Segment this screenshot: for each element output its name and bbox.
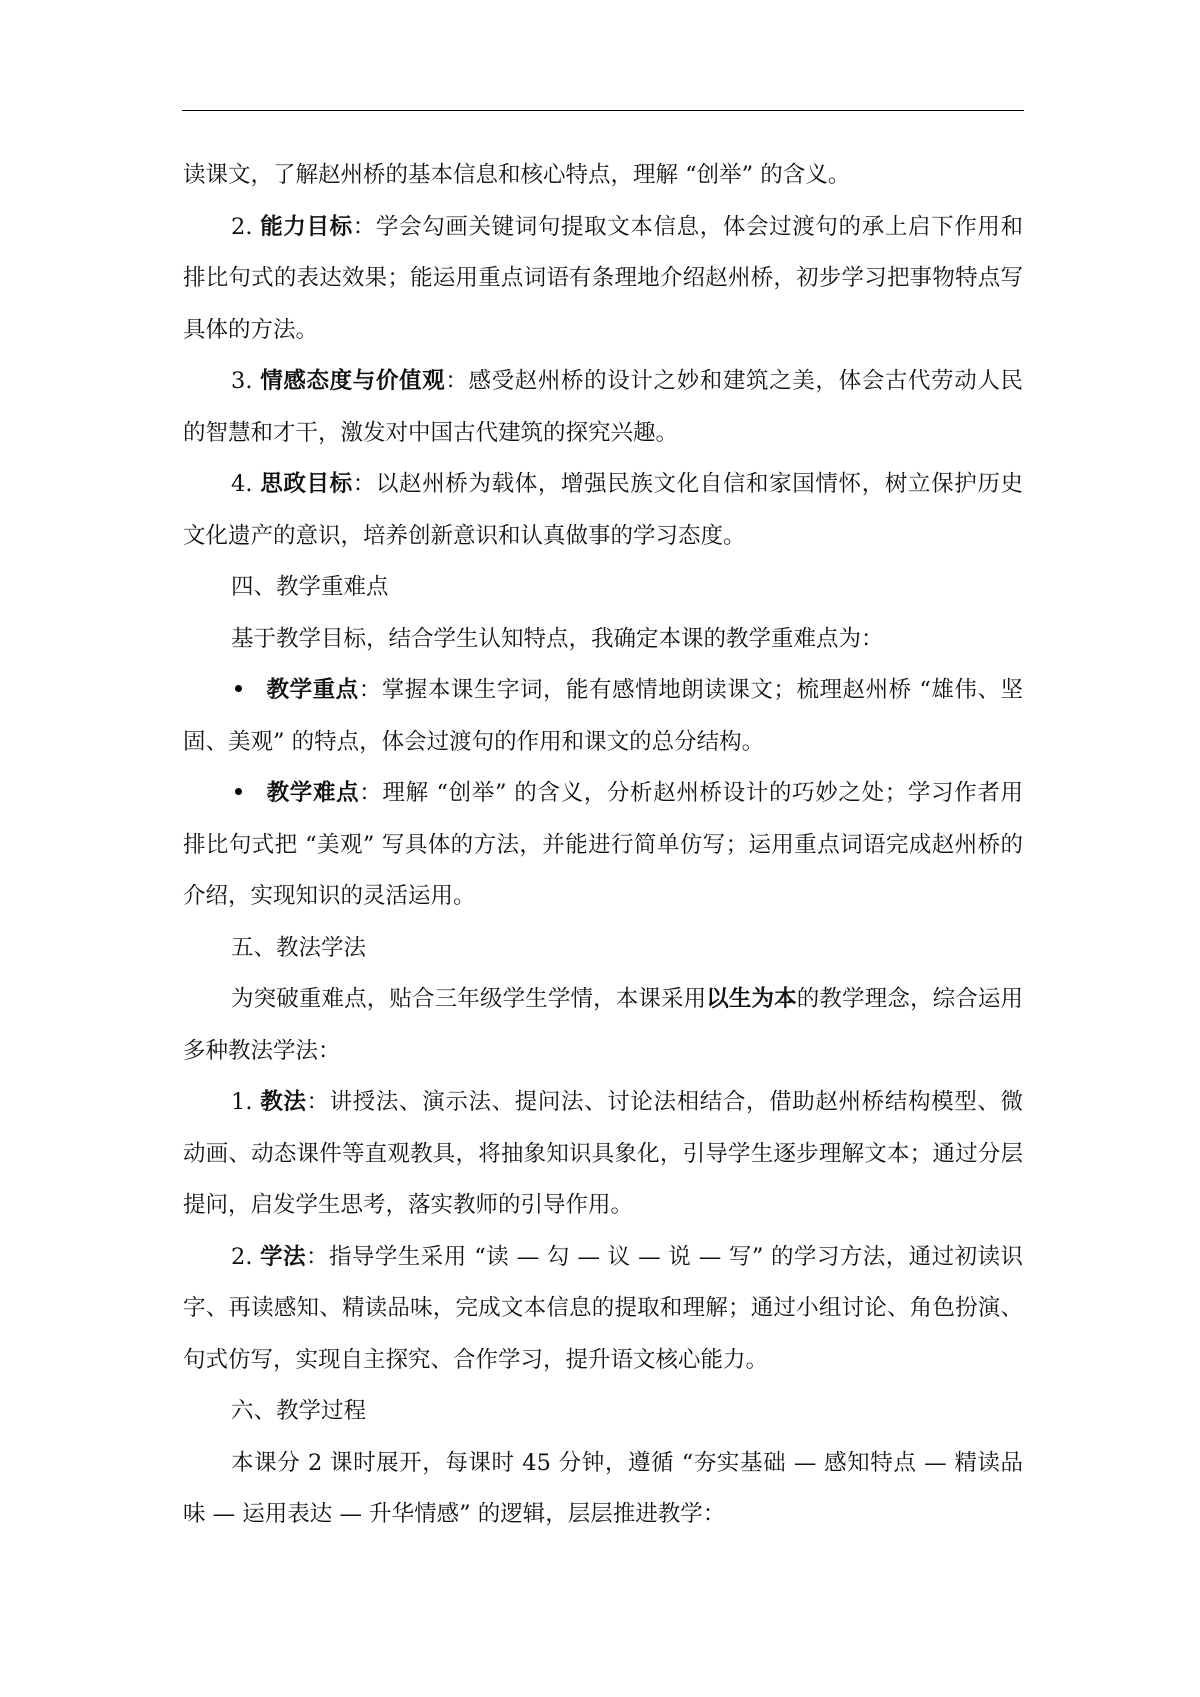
- goal-title: 能力目标: [260, 213, 353, 240]
- document-body: [183, 150, 1023, 1541]
- goal-ability: [183, 202, 1023, 357]
- bullet-keypoint: [183, 665, 1023, 768]
- bullet-icon: [235, 685, 242, 692]
- bullet-difficulty: [183, 768, 1023, 923]
- method-teaching: [183, 1077, 1023, 1232]
- goal-title: 情感态度与价值观: [260, 368, 446, 394]
- method-number: 2.: [231, 1243, 261, 1270]
- bullet-title: 教学难点: [266, 780, 360, 806]
- method-text: ：指导学生采用 “读 — 勾 — 议 — 说 — 写” 的学习方法，通过初读识字、再读感知、精读品味，完成文本信息的提取和理解；通过小组讨论、角色扮演、句式仿写，实现自主探究、合作学习，提升语文核心能力。: [183, 1243, 1023, 1373]
- goal-text: ：感受赵州桥的设计之妙和建筑之美，体会古代劳动人民的智慧和才干，激发对中国古代建筑的探究兴趣。: [183, 368, 1023, 446]
- section-heading-6: 六、教学过程: [231, 1398, 367, 1424]
- goal-text: ：学会勾画关键词句提取文本信息，体会过渡句的承上启下作用和排比句式的表达效果；能运用重点词语有条理地介绍赵州桥，初步学习把事物特点写具体的方法。: [183, 213, 1023, 343]
- text-span: 的教学理念，综合运用多种教法学法：: [183, 986, 1023, 1064]
- bullet-text: ：理解 “创举” 的含义，分析赵州桥设计的巧妙之处；学习作者用排比句式把 “美观” 写具体的方法，并能进行简单仿写；运用重点词语完成赵州桥的介绍，实现知识的灵活运用。: [183, 780, 1023, 909]
- paragraph-methods-intro: [183, 974, 1023, 1077]
- goal-number: 3.: [231, 368, 261, 394]
- header-rule: [182, 110, 1024, 111]
- goal-ideology: [183, 459, 1023, 562]
- paragraph-process-intro: 本课分 2 课时展开，每课时 45 分钟，遵循 “夯实基础 — 感知特点 — 精读品味 — 运用表达 — 升华情感” 的逻辑，层层推进教学：: [183, 1449, 1023, 1527]
- bullet-icon: [235, 788, 242, 795]
- goal-number: 4.: [231, 471, 261, 497]
- paragraph-continuation: 读课文，了解赵州桥的基本信息和核心特点，理解 “创举” 的含义。: [183, 162, 851, 188]
- section-heading-4: 四、教学重难点: [231, 574, 389, 600]
- paragraph-intro-keypoints: 基于教学目标，结合学生认知特点，我确定本课的教学重难点为：: [231, 625, 884, 652]
- goal-emotion: [183, 356, 1023, 459]
- goal-number: 2.: [231, 213, 261, 240]
- bullet-title: 教学重点: [266, 677, 359, 703]
- goal-text: ：以赵州桥为载体，增强民族文化自信和家国情怀，树立保护历史文化遗产的意识，培养创新意识和认真做事的学习态度。: [183, 471, 1023, 549]
- method-text: ：讲授法、演示法、提问法、讨论法相结合，借助赵州桥结构模型、微动画、动态课件等直观教具，将抽象知识具象化，引导学生逐步理解文本；通过分层提问，启发学生思考，落实教师的引导作用。: [183, 1089, 1023, 1218]
- method-learning: [183, 1232, 1023, 1387]
- bullet-text: ：掌握本课生字词，能有感情地朗读课文；梳理赵州桥 “雄伟、坚固、美观” 的特点，体会过渡句的作用和课文的总分结构。: [183, 677, 1023, 755]
- method-number: 1.: [231, 1089, 261, 1115]
- goal-title: 思政目标: [260, 471, 353, 497]
- bold-phrase: 以生为本: [706, 986, 797, 1012]
- method-title: 学法: [260, 1243, 306, 1270]
- method-title: 教法: [260, 1089, 307, 1115]
- text-span: 为突破重难点，贴合三年级学生学情，本课采用: [231, 986, 707, 1012]
- section-heading-5: 五、教法学法: [231, 934, 367, 961]
